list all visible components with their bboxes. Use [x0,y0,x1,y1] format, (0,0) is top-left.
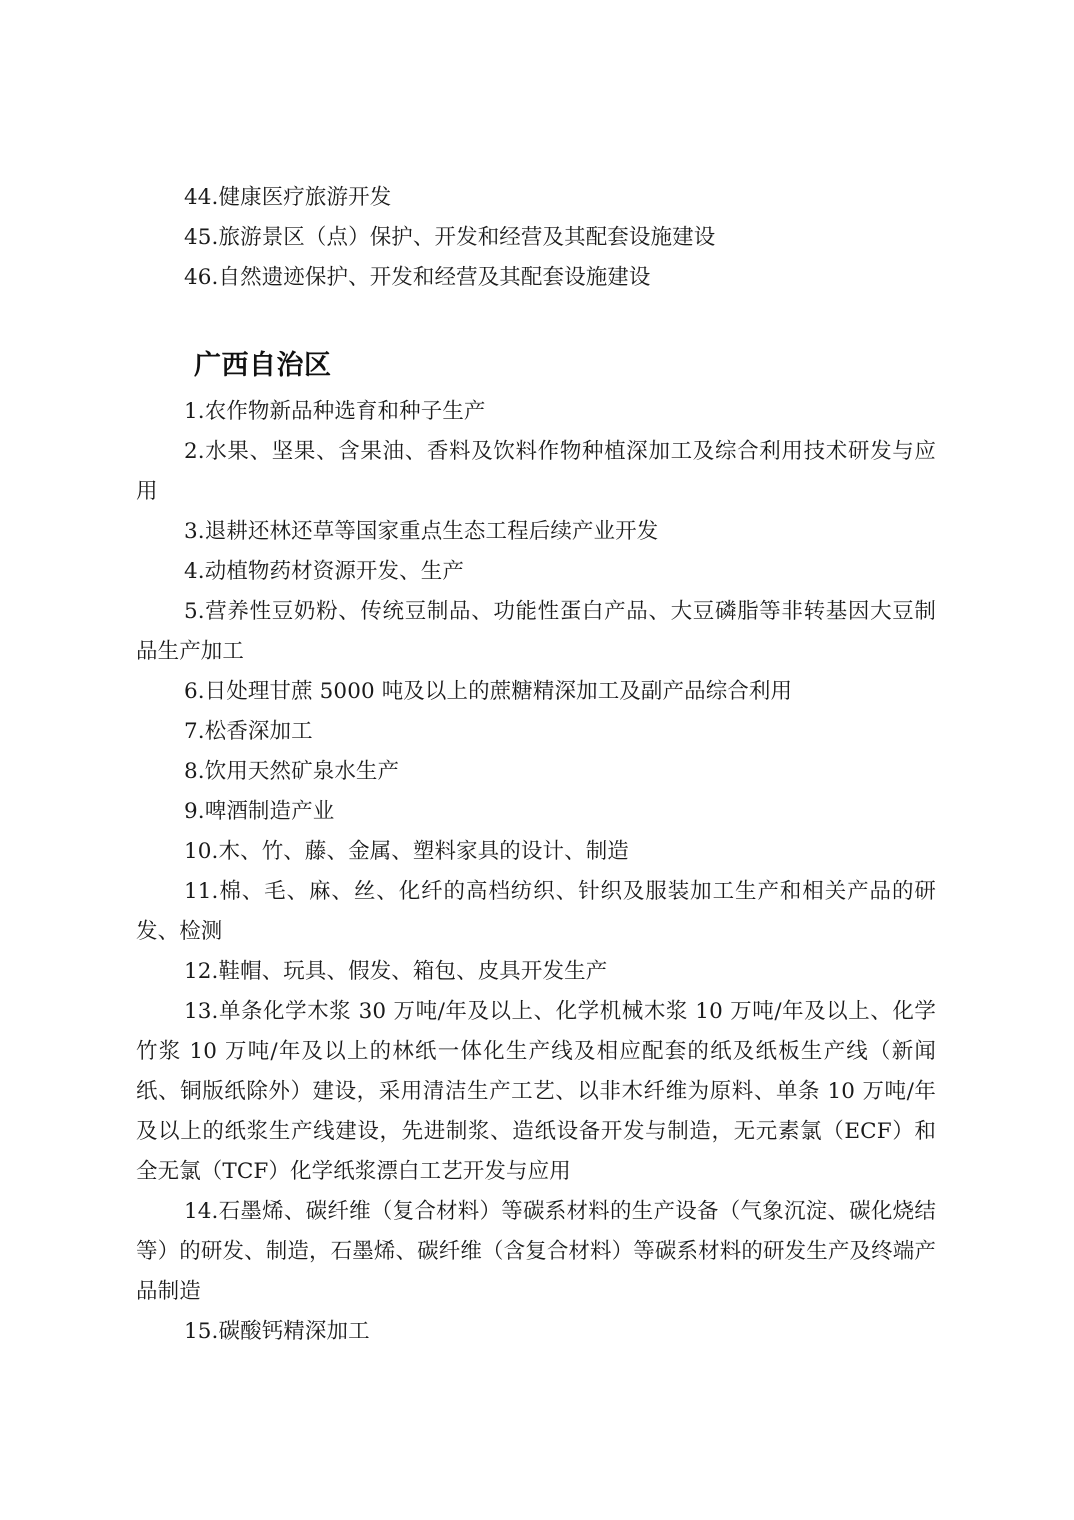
list-item: 10.木、竹、藤、金属、塑料家具的设计、制造 [184,839,629,864]
heading-spacer [136,298,936,346]
list-item: 2.水果、坚果、含果油、香料及饮料作物种植深加工及综合利用技术研发与应用 [136,439,936,504]
list-item: 7.松香深加工 [184,719,313,744]
continued-catalogue-items [136,178,936,298]
list-item: 5.营养性豆奶粉、传统豆制品、功能性蛋白产品、大豆磷脂等非转基因大豆制品生产加工 [136,599,936,664]
document-content [136,178,936,1352]
section-heading: 广西自治区 [194,350,332,381]
list-item: 11.棉、毛、麻、丝、化纤的高档纺织、针织及服装加工生产和相关产品的研发、检测 [136,879,936,944]
list-item: 13.单条化学木浆 30 万吨/年及以上、化学机械木浆 10 万吨/年及以上、化学竹浆 10 万吨/年及以上的林纸一体化生产线及相应配套的纸及纸板生产线（新闻纸、铜版纸除外）建设，采用清洁生产工艺、以非木纤维为原料、单条 10 万吨/年及以上的纸浆生产线建设，先进制浆、造纸设备开发与制造，无元素氯（ECF）和全无氯（TCF）化学纸浆漂白工艺开发与应用 [136,999,936,1184]
guangxi-catalogue-items [136,392,936,1352]
list-item: 1.农作物新品种选育和种子生产 [184,399,486,424]
list-item: 6.日处理甘蔗 5000 吨及以上的蔗糖精深加工及副产品综合利用 [184,679,793,704]
list-item: 3.退耕还林还草等国家重点生态工程后续产业开发 [184,519,659,544]
list-item: 12.鞋帽、玩具、假发、箱包、皮具开发生产 [184,959,608,984]
list-item: 44.健康医疗旅游开发 [184,185,392,210]
list-item: 4.动植物药材资源开发、生产 [184,559,464,584]
list-item: 15.碳酸钙精深加工 [184,1319,370,1344]
list-item: 14.石墨烯、碳纤维（复合材料）等碳系材料的生产设备（气象沉淀、碳化烧结等）的研发、制造，石墨烯、碳纤维（含复合材料）等碳系材料的研发生产及终端产品制造 [136,1199,936,1304]
list-item: 45.旅游景区（点）保护、开发和经营及其配套设施建设 [184,225,716,250]
list-item: 9.啤酒制造产业 [184,799,335,824]
list-item: 46.自然遗迹保护、开发和经营及其配套设施建设 [184,265,651,290]
list-item: 8.饮用天然矿泉水生产 [184,759,400,784]
